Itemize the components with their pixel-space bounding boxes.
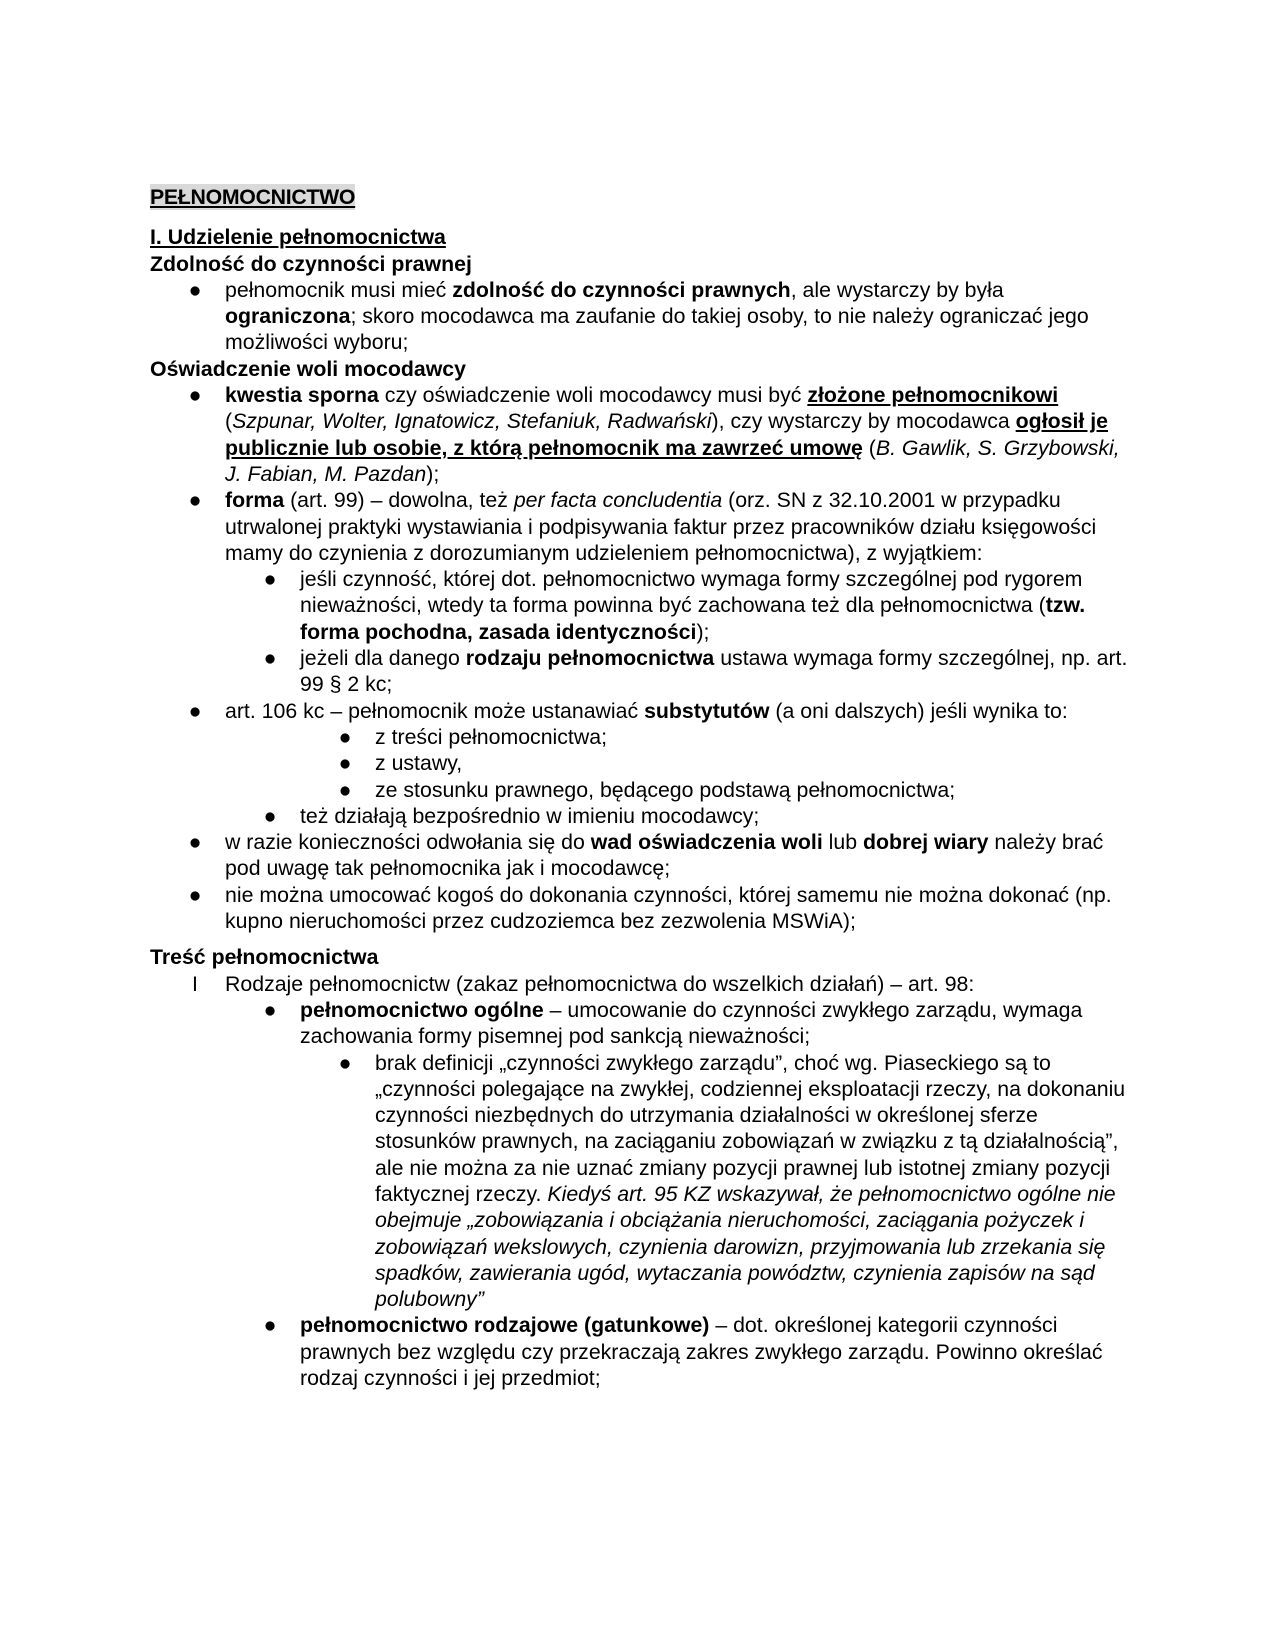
bullet-icon: ● [338,1050,352,1075]
list-item: ● pełnomocnictwo rodzajowe (gatunkowe) – dot. określonej kategorii czynności prawnych bez względu czy przekraczają zakres zwykłego zarządu. Powinno określać rodzaj czynności i jej przedmiot; [263,1313,1103,1391]
bullet-icon: ● [188,830,202,855]
bullet-icon: ● [188,383,202,408]
bullet-icon: ● [338,777,352,802]
bullet-icon: ● [188,488,202,513]
list-item: ● nie można umocować kogoś do dokonania czynności, której samemu nie można dokonać (np. kupno nieruchomości przez cudzoziemca bez zezwolenia MSWiA); [188,882,1112,934]
list-item: ● pełnomocnictwo ogólne – umocowanie do czynności zwykłego zarządu, wymaga zachowania formy pisemnej pod sankcją nieważności; [263,997,1083,1049]
bullet-icon: ● [263,997,277,1022]
bullet-icon: ● [188,277,202,302]
list-item: I Rodzaje pełnomocnictw (zakaz pełnomocnictwa do wszelkich działań) – art. 98: [150,971,1140,997]
subheading-tresc: Treść pełnomocnictwa [150,945,379,970]
subheading-oswiadczenie: Oświadczenie woli mocodawcy [150,356,467,381]
list-item: ● z treści pełnomocnictwa; [338,724,607,749]
section-heading-udzielenie: I. Udzielenie pełnomocnictwa [150,225,446,250]
list-item: ● z ustawy, [338,751,463,776]
bullet-icon: ● [188,698,202,723]
bullet-icon: ● [188,882,202,907]
list-item: ● art. 106 kc – pełnomocnik może ustanawiać substytutów (a oni dalszych) jeśli wynika to: [188,698,1068,723]
document-title: PEŁNOMOCNICTWO [150,185,356,209]
spacer [150,934,1140,944]
document-title-wrap [150,184,1140,224]
document-page [150,184,1140,1391]
bullet-icon: ● [263,1313,277,1338]
bullet-icon: ● [263,646,277,671]
list-marker: I [192,971,198,996]
bullet-icon: ● [263,567,277,592]
list-item: ● kwestia sporna czy oświadczenie woli mocodawcy musi być złożone pełnomocnikowi (Szpunar, Wolter, Ignatowicz, Stefaniuk, Radwański), czy wystarczy by mocodawca ogłosił je publicznie lub osobie, z którą pełnomocnik ma zawrzeć umowę (B. Gawlik, S. Grzybowski, J. Fabian, M. Pazdan); [188,383,1120,486]
list-item: ● forma (art. 99) – dowolna, też per facta concludentia (orz. SN z 32.10.2001 w przypadku utrwalonej praktyki wystawiania i podpisywania faktur przez pracowników działu księgowości mamy do czynienia z dorozumianym udzieleniem pełnomocnictwa), z wyjątkiem: [188,488,1097,565]
bullet-icon: ● [338,724,352,749]
list-item: ● też działają bezpośrednio w imieniu mocodawcy; [263,803,760,828]
list-item: ● ze stosunku prawnego, będącego podstawą pełnomocnictwa; [338,777,956,802]
list-item: ● jeżeli dla danego rodzaju pełnomocnictwa ustawa wymaga formy szczególnej, np. art. 99 § 2 kc; [263,646,1128,697]
list-item: ● brak definicji „czynności zwykłego zarządu”, choć wg. Piaseckiego są to „czynności polegające na zwykłej, codziennej eksploatacji rzeczy, na dokonaniu czynności niezbędnych do utrzymania działalności w określonej sferze stosunków prawnych, na zaciąganiu zobowiązań w związku z tą działalnością”, ale nie można za nie uznać zmiany pozycji prawnej lub istotnej zmiany pozycji faktycznej rzeczy. Kiedyś art. 95 KZ wskazywał, że pełnomocnictwo ogólne nie obejmuje „zobowiązania i obciążania nieruchomości, zaciągania pożyczek i zobowiązań wekslowych, czynienia darowizn, przyjmowania lub zrzekania się spadków, zawierania ugód, wytaczania powództw, czynienia zapisów na sąd polubowny” [338,1050,1126,1312]
subheading-zdolnosc: Zdolność do czynności prawnej [150,251,472,276]
list-item: ● pełnomocnik musi mieć zdolność do czynności prawnych, ale wystarczy by była ograniczona; skoro mocodawca ma zaufanie do takiej osoby, to nie należy ograniczać jego możliwości wyboru; [188,277,1089,355]
bullet-icon: ● [338,751,352,776]
bullet-icon: ● [263,803,277,828]
list-item: ● jeśli czynność, której dot. pełnomocnictwo wymaga formy szczególnej pod rygorem nieważności, wtedy ta forma powinna być zachowana też dla pełnomocnictwa (tzw. forma pochodna, zasada identyczności); [263,567,1086,644]
list-item: ● w razie konieczności odwołania się do wad oświadczenia woli lub dobrej wiary należy brać pod uwagę tak pełnomocnika jak i mocodawcę; [188,830,1104,881]
